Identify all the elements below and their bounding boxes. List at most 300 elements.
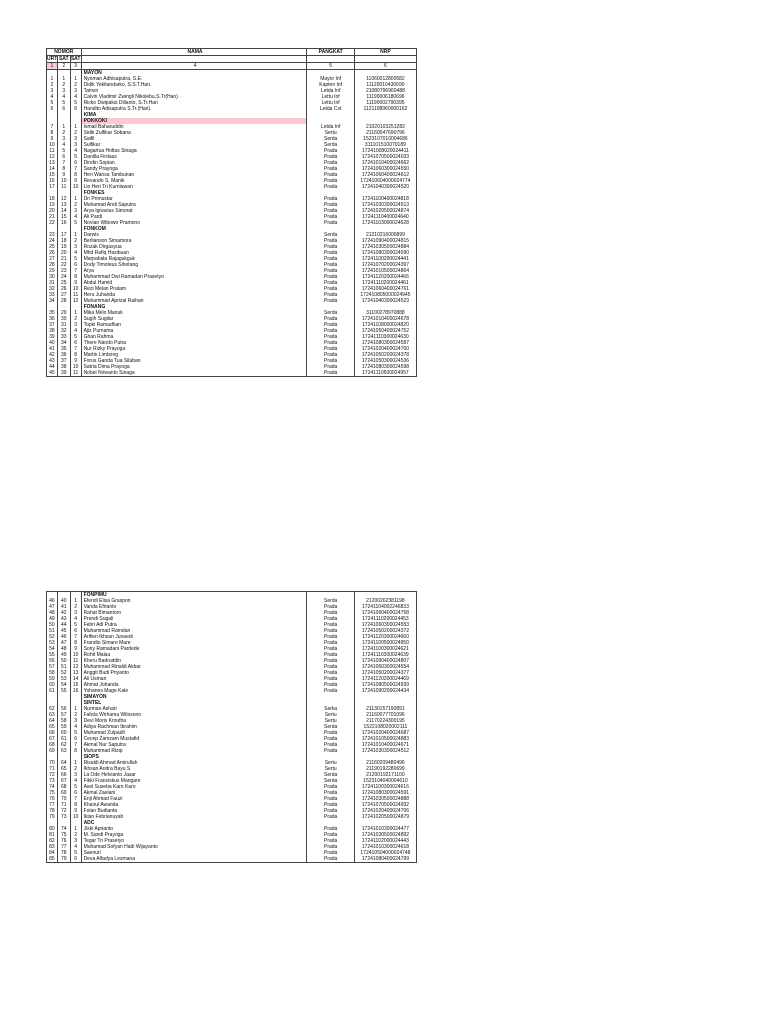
cell-nama: Devi Moris Kroutha	[81, 718, 307, 724]
cell-no-urut: 71	[46, 766, 57, 772]
cell-pangkat: Prada	[306, 646, 353, 652]
cell-no-urut: 44	[46, 364, 57, 370]
cell-no-urut: 59	[46, 676, 57, 682]
cell-pangkat: Prada	[306, 832, 353, 838]
cell-pangkat: Prada	[306, 784, 353, 790]
cell-nrp: 17241020400024706	[354, 808, 417, 814]
cell-nrp: 17241030500024884	[354, 244, 417, 250]
cell-no-urut: 54	[46, 646, 57, 652]
cell-nama: La Ode Helvianto Jasar	[81, 772, 307, 778]
cell-nama: Prendi Sugali	[81, 616, 307, 622]
cell-no-sat: 65	[57, 766, 70, 772]
cell-no-sat: 2	[57, 130, 70, 136]
header-row-sub	[46, 55, 417, 62]
cell-no-sat: 6	[57, 106, 70, 112]
cell-pangkat: Sertu	[306, 718, 353, 724]
cell-no-sat: 71	[57, 802, 70, 808]
cell-no-sub: 4	[70, 328, 81, 334]
cell-nama: Nobel Nirwanto Sinaga	[81, 370, 307, 376]
cell-no-sat: 38	[57, 364, 70, 370]
cell-pangkat: Sertu	[306, 130, 353, 136]
cell-pangkat: Prada	[306, 736, 353, 742]
cell-no-urut: 21	[46, 214, 57, 220]
cell-no-sub: 9	[70, 646, 81, 652]
cell-pangkat: Prada	[306, 250, 353, 256]
cell-nrp: 17241040300024520	[354, 184, 417, 190]
cell-nrp: 17241008020024411	[354, 148, 417, 154]
section-title: ADC	[81, 820, 307, 826]
cell-nama: Enji Ahmad Fauzi	[81, 796, 307, 802]
cell-nrp: 172410504000024748	[354, 850, 417, 856]
cell-nrp: 17241060300024550	[354, 166, 417, 172]
cell-pangkat: Prada	[306, 670, 353, 676]
header-blank	[354, 56, 417, 62]
cell-no-urut: 9	[46, 136, 57, 142]
cell-no-sub: 12	[70, 664, 81, 670]
cell-no-urut: 33	[46, 292, 57, 298]
cell-nama: Frandio Simare Mare	[81, 640, 307, 646]
cell-no-sub: 9	[70, 178, 81, 184]
cell-no-sub: 4	[70, 778, 81, 784]
cell-no-sub: 2	[70, 832, 81, 838]
cell-no-sat: 60	[57, 730, 70, 736]
cell-nama: Ricko Dwipaksi Dilianto, S.Tr.Han	[81, 100, 307, 106]
cell-no-urut: 7	[46, 124, 57, 130]
cell-no-sat: 21	[57, 256, 70, 262]
cell-pangkat: Prada	[306, 604, 353, 610]
cell-no-sub: 10	[70, 286, 81, 292]
cell-pangkat: Prada	[306, 166, 353, 172]
cell-pangkat: Prada	[306, 610, 353, 616]
cell-no-sub: 6	[70, 736, 81, 742]
cell-pangkat: Prada	[306, 346, 353, 352]
cell-nama: Heri Wansa Tambunan	[81, 172, 307, 178]
cell-pangkat: Prada	[306, 664, 353, 670]
cell-no-sat: 3	[57, 88, 70, 94]
cell-nama: Yohanes Mage Kale	[81, 688, 307, 694]
cell-no-sub: 11	[70, 292, 81, 298]
cell-no-urut: 17	[46, 184, 57, 190]
cell-pangkat: Prada	[306, 298, 353, 304]
cell-pangkat: Sertu	[306, 712, 353, 718]
cell-nama: Rahat Bimantoro	[81, 610, 307, 616]
cell-nrp: 17241050200024378	[354, 352, 417, 358]
cell-no-sub: 4	[70, 844, 81, 850]
cell-pangkat: Prada	[306, 622, 353, 628]
cell-nama: Khairul Awanda	[81, 802, 307, 808]
cell-no-urut: 48	[46, 610, 57, 616]
cell-no-sat: 45	[57, 628, 70, 634]
cell-no-sub: 5	[70, 100, 81, 106]
cell-no-urut: 61	[46, 688, 57, 694]
cell-nrp: 17241010300024477	[354, 826, 417, 832]
cell-nrp: 17241080300024598	[354, 364, 417, 370]
cell-nama: Marpahala Rajagukguk	[81, 256, 307, 262]
cell-no-sub: 2	[70, 712, 81, 718]
cell-no-sub: 5	[70, 256, 81, 262]
cell-no-sat: 5	[57, 148, 70, 154]
cell-no-urut: 35	[46, 310, 57, 316]
cell-no-sub: 7	[70, 742, 81, 748]
cell-nama: Heru Juhanda	[81, 292, 307, 298]
cell-no-sub: 3	[70, 88, 81, 94]
cell-pangkat: Prada	[306, 742, 353, 748]
cell-no-sat: 42	[57, 610, 70, 616]
cell-nrp: 17241100300024621	[354, 646, 417, 652]
cell-nrp: 1121108960000162	[354, 106, 417, 112]
cell-no-sub: 1	[70, 826, 81, 832]
cell-no-sat: 15	[57, 214, 70, 220]
cell-nama: Sulfikar	[81, 142, 307, 148]
cell-nrp: 17241090200024434	[354, 688, 417, 694]
cell-no-sub: 8	[70, 352, 81, 358]
cell-pangkat: Prada	[306, 178, 353, 184]
cell-nama: Ahmat Johanda	[81, 682, 307, 688]
cell-nama: Ali Pardi	[81, 214, 307, 220]
cell-nrp: 17241110300024630	[354, 334, 417, 340]
cell-nama: Nur Rizky Prayoga	[81, 346, 307, 352]
cell-no-sub: 1	[70, 76, 81, 82]
cell-nrp: 17241030300024513	[354, 202, 417, 208]
cell-no-sat: 54	[57, 682, 70, 688]
cell-no-urut: 80	[46, 826, 57, 832]
cell-no-sub: 3	[70, 838, 81, 844]
cell-nama: Ikhsan Andra Bayu S	[81, 766, 307, 772]
cell-no-sub: 6	[70, 856, 81, 862]
cell-nama: Darwis	[81, 232, 307, 238]
cell-pangkat: Serda	[306, 232, 353, 238]
cell-no-sub: 8	[70, 274, 81, 280]
cell-no-sub: 2	[70, 238, 81, 244]
header-blank	[81, 56, 307, 62]
cell-no-urut: 32	[46, 286, 57, 292]
cell-nama: Muhammad Rinaldi Akbar	[81, 664, 307, 670]
cell-no-urut: 5	[46, 100, 57, 106]
cell-nrp: 17241010400024662	[354, 160, 417, 166]
cell-no-sub: 13	[70, 670, 81, 676]
index-cell: 1	[46, 63, 57, 69]
cell-pangkat: Prada	[306, 208, 353, 214]
cell-nrp: 11190006180696	[354, 94, 417, 100]
cell-no-urut: 66	[46, 730, 57, 736]
cell-nama: Topki Ramadhan	[81, 322, 307, 328]
cell-no-urut: 39	[46, 334, 57, 340]
cell-no-sat: 14	[57, 208, 70, 214]
cell-no-urut: 23	[46, 232, 57, 238]
cell-no-urut: 85	[46, 856, 57, 862]
cell-nama: Rozak Dirgasyua	[81, 244, 307, 250]
cell-no-urut: 12	[46, 154, 57, 160]
cell-nrp: 17241050200024372	[354, 628, 417, 634]
cell-no-sub: 5	[70, 334, 81, 340]
cell-no-sat: 57	[57, 712, 70, 718]
cell-no-sub: 2	[70, 316, 81, 322]
section-title: SIOPS	[81, 754, 307, 760]
cell-nama: Didik Yekitandarko, S.S.T.Han.	[81, 82, 307, 88]
cell-nama: Risaldi Ahmad Amirullah	[81, 760, 307, 766]
cell-nrp: 17241120200024466	[354, 274, 417, 280]
cell-no-sat: 28	[57, 298, 70, 304]
cell-no-urut: 30	[46, 274, 57, 280]
cell-no-urut: 37	[46, 322, 57, 328]
cell-nama: Arya Ignasius Simorat	[81, 208, 307, 214]
cell-no-urut: 26	[46, 250, 57, 256]
cell-nrp: 21080796960488	[354, 88, 417, 94]
cell-nama: Folan Budianta	[81, 808, 307, 814]
cell-pangkat: Mayor Inf	[306, 76, 353, 82]
cell-nrp: 17241040300024523	[354, 298, 417, 304]
cell-no-urut: 27	[46, 256, 57, 262]
cell-pangkat: Prada	[306, 352, 353, 358]
cell-no-sat: 20	[57, 250, 70, 256]
roster-body-2	[46, 591, 417, 863]
cell-nrp: 21020103251282	[354, 124, 417, 130]
cell-nrp: 21200262381198	[354, 598, 417, 604]
cell-no-sub: 9	[70, 358, 81, 364]
cell-nama: Lio Heri Tri Kurniawan	[81, 184, 307, 190]
cell-nrp: 17241030500024888	[354, 796, 417, 802]
cell-no-sub: 7	[70, 166, 81, 172]
cell-pangkat: Prada	[306, 214, 353, 220]
cell-no-sub: 15	[70, 682, 81, 688]
cell-no-sat: 1	[57, 124, 70, 130]
cell-no-sub: 10	[70, 184, 81, 190]
cell-nama: Mika Melo Manuk	[81, 310, 307, 316]
cell-pangkat: Prada	[306, 814, 353, 820]
cell-pangkat: Sertu	[306, 766, 353, 772]
cell-nama: Dody Timoteus Sihotang	[81, 262, 307, 268]
cell-no-sat: 10	[57, 178, 70, 184]
cell-nama: Cecep Zamzam Mustafid	[81, 736, 307, 742]
cell-no-urut: 76	[46, 796, 57, 802]
cell-nrp: 21160047690796	[354, 130, 417, 136]
cell-nrp: 17241030500024892	[354, 832, 417, 838]
cell-nama: Vanda Efrianto	[81, 604, 307, 610]
cell-nama: Dindin Sopian	[81, 160, 307, 166]
cell-nama: Nyoman Adhisaputra, S.E.	[81, 76, 307, 82]
cell-no-urut: 64	[46, 718, 57, 724]
cell-nrp: 17241090400024807	[354, 658, 417, 664]
cell-pangkat: Prada	[306, 160, 353, 166]
cell-nrp: 17241050400024752	[354, 328, 417, 334]
cell-no-sub: 3	[70, 322, 81, 328]
cell-pangkat: Prada	[306, 238, 353, 244]
header-sat-2: SAT	[70, 56, 81, 62]
cell-pangkat: Prada	[306, 658, 353, 664]
cell-nama: Iklan Febrianuyah	[81, 814, 307, 820]
cell-nama: Mhd Rafiq Hasibuan	[81, 250, 307, 256]
cell-no-sat: 56	[57, 706, 70, 712]
header-sat: SAT	[57, 56, 70, 62]
cell-nrp: 17241110300024639	[354, 652, 417, 658]
index-cell: 4	[81, 63, 307, 69]
cell-no-sub: 11	[70, 370, 81, 376]
cell-pangkat: Prada	[306, 790, 353, 796]
cell-no-urut: 2	[46, 82, 57, 88]
cell-no-sub: 5	[70, 220, 81, 226]
cell-no-urut: 18	[46, 196, 57, 202]
cell-pangkat: Prada	[306, 628, 353, 634]
cell-no-sub: 5	[70, 154, 81, 160]
cell-no-sat: 44	[57, 622, 70, 628]
cell-no-sub: 7	[70, 796, 81, 802]
cell-no-urut: 45	[46, 370, 57, 376]
cell-no-urut: 10	[46, 142, 57, 148]
cell-nrp: 17241104002246833	[354, 604, 417, 610]
cell-nrp: 17241110200024453	[354, 616, 417, 622]
cell-no-urut: 34	[46, 298, 57, 304]
cell-no-urut: 58	[46, 670, 57, 676]
table-row	[46, 370, 417, 377]
cell-no-sub: 5	[70, 622, 81, 628]
cell-pangkat: Lettu Inf	[306, 94, 353, 100]
cell-no-urut: 69	[46, 748, 57, 754]
cell-nrp: 11120010430690	[354, 82, 417, 88]
cell-no-sub: 3	[70, 244, 81, 250]
cell-no-sub: 1	[70, 232, 81, 238]
cell-no-sat: 36	[57, 352, 70, 358]
cell-no-sub: 2	[70, 202, 81, 208]
cell-nrp: 17241010500024883	[354, 736, 417, 742]
cell-no-sub: 7	[70, 634, 81, 640]
cell-no-urut: 70	[46, 760, 57, 766]
header-nomor: NOMOR	[46, 49, 81, 55]
cell-nrp: 11190002790395	[354, 100, 417, 106]
cell-pangkat: Serda	[306, 136, 353, 142]
cell-no-urut: 3	[46, 88, 57, 94]
cell-no-sat: 1	[57, 76, 70, 82]
cell-no-sat: 48	[57, 646, 70, 652]
cell-nrp: 172410805000024945	[354, 292, 417, 298]
cell-nama: Danilla Firdaus	[81, 154, 307, 160]
cell-nrp: 17241100400024818	[354, 196, 417, 202]
cell-pangkat: Prada	[306, 328, 353, 334]
cell-nama: Ajiz Purnama	[81, 328, 307, 334]
cell-no-sat: 46	[57, 634, 70, 640]
cell-no-sat: 24	[57, 274, 70, 280]
cell-nrp: 17241020400024700	[354, 346, 417, 352]
cell-pangkat: Lettu Inf	[306, 100, 353, 106]
cell-nama: Arifien Ikhsan Junaedi	[81, 634, 307, 640]
cell-pangkat: Prada	[306, 358, 353, 364]
cell-nama: Adiya Rachman Ibrahim	[81, 724, 307, 730]
cell-no-sat: 18	[57, 238, 70, 244]
cell-no-sub: 4	[70, 616, 81, 622]
cell-pangkat: Prada	[306, 292, 353, 298]
cell-pangkat: Prada	[306, 148, 353, 154]
cell-nama: Saifil	[81, 136, 307, 142]
cell-no-sub: 5	[70, 850, 81, 856]
cell-no-urut: 65	[46, 724, 57, 730]
cell-nama: Deva Alfadya Lesmana	[81, 856, 307, 862]
cell-nama: Satria Dima Prayoga	[81, 364, 307, 370]
cell-nrp: 17241120200024469	[354, 676, 417, 682]
cell-pangkat: Prada	[306, 730, 353, 736]
cell-nrp: 17241080400024799	[354, 856, 417, 862]
cell-no-sub: 1	[70, 310, 81, 316]
cell-nama: Akmal Zaelani	[81, 790, 307, 796]
cell-no-sub: 2	[70, 766, 81, 772]
cell-no-urut: 22	[46, 220, 57, 226]
cell-no-urut: 36	[46, 316, 57, 322]
cell-no-sub: 4	[70, 214, 81, 220]
cell-no-sub: 4	[70, 250, 81, 256]
cell-pangkat: Prada	[306, 244, 353, 250]
cell-no-sat: 74	[57, 826, 70, 832]
section-title: FONANG	[81, 304, 307, 310]
cell-nrp: 17241010500024864	[354, 268, 417, 274]
index-row	[46, 62, 417, 70]
cell-no-urut: 84	[46, 850, 57, 856]
header-nrp: NRP	[354, 49, 417, 55]
cell-nrp: 17241070500024932	[354, 802, 417, 808]
cell-no-sat: 13	[57, 202, 70, 208]
cell-pangkat: Prada	[306, 616, 353, 622]
cell-no-sat: 69	[57, 790, 70, 796]
cell-no-sat: 3	[57, 136, 70, 142]
cell-no-sat: 11	[57, 184, 70, 190]
section-title: MAYON	[81, 70, 307, 76]
cell-no-urut: 11	[46, 148, 57, 154]
cell-no-sub: 1	[70, 124, 81, 130]
cell-no-sub: 4	[70, 724, 81, 730]
cell-pangkat: Prada	[306, 172, 353, 178]
cell-no-sub: 2	[70, 82, 81, 88]
cell-no-sat: 4	[57, 142, 70, 148]
cell-nama: Calvin Vladimir Zwingli Nikolebu,S.Tr(Han)	[81, 94, 307, 100]
cell-nrp: 17241060400024612	[354, 172, 417, 178]
cell-pangkat: Prada	[306, 154, 353, 160]
cell-no-sub: 8	[70, 748, 81, 754]
cell-no-urut: 8	[46, 130, 57, 136]
cell-no-urut: 40	[46, 340, 57, 346]
cell-nrp: 21160209480496	[354, 760, 417, 766]
cell-no-sub: 10	[70, 814, 81, 820]
cell-no-sub: 10	[70, 364, 81, 370]
cell-no-urut: 47	[46, 604, 57, 610]
cell-nrp: 21210216000899	[354, 232, 417, 238]
cell-nama: Nurman Ashari	[81, 706, 307, 712]
cell-nama: Muhamad Sofyan Hadi Wijayanto	[81, 844, 307, 850]
cell-nrp: 17241010300024618	[354, 844, 417, 850]
cell-pangkat: Prada	[306, 280, 353, 286]
header-row-nomor	[46, 48, 417, 55]
cell-nama: Muhamad Zulpadli	[81, 730, 307, 736]
cell-no-urut: 81	[46, 832, 57, 838]
cell-nrp: 17241010400024678	[354, 316, 417, 322]
cell-no-urut: 4	[46, 94, 57, 100]
cell-no-urut: 53	[46, 640, 57, 646]
index-cell: 5	[306, 63, 353, 69]
cell-no-sat: 32	[57, 328, 70, 334]
cell-nrp: 17241120300024660	[354, 634, 417, 640]
cell-no-sat: 63	[57, 748, 70, 754]
header-blank	[306, 56, 353, 62]
cell-no-urut: 29	[46, 268, 57, 274]
cell-no-sat: 72	[57, 808, 70, 814]
cell-no-sub: 9	[70, 808, 81, 814]
cell-no-sub: 1	[70, 196, 81, 202]
cell-pangkat: Prada	[306, 274, 353, 280]
index-cell: 6	[354, 63, 417, 69]
cell-no-sub: 6	[70, 790, 81, 796]
cell-no-urut: 46	[46, 598, 57, 604]
cell-pangkat: Serda	[306, 142, 353, 148]
cell-no-urut: 31	[46, 280, 57, 286]
cell-no-sat: 50	[57, 658, 70, 664]
cell-no-urut: 55	[46, 652, 57, 658]
cell-no-sat: 41	[57, 604, 70, 610]
